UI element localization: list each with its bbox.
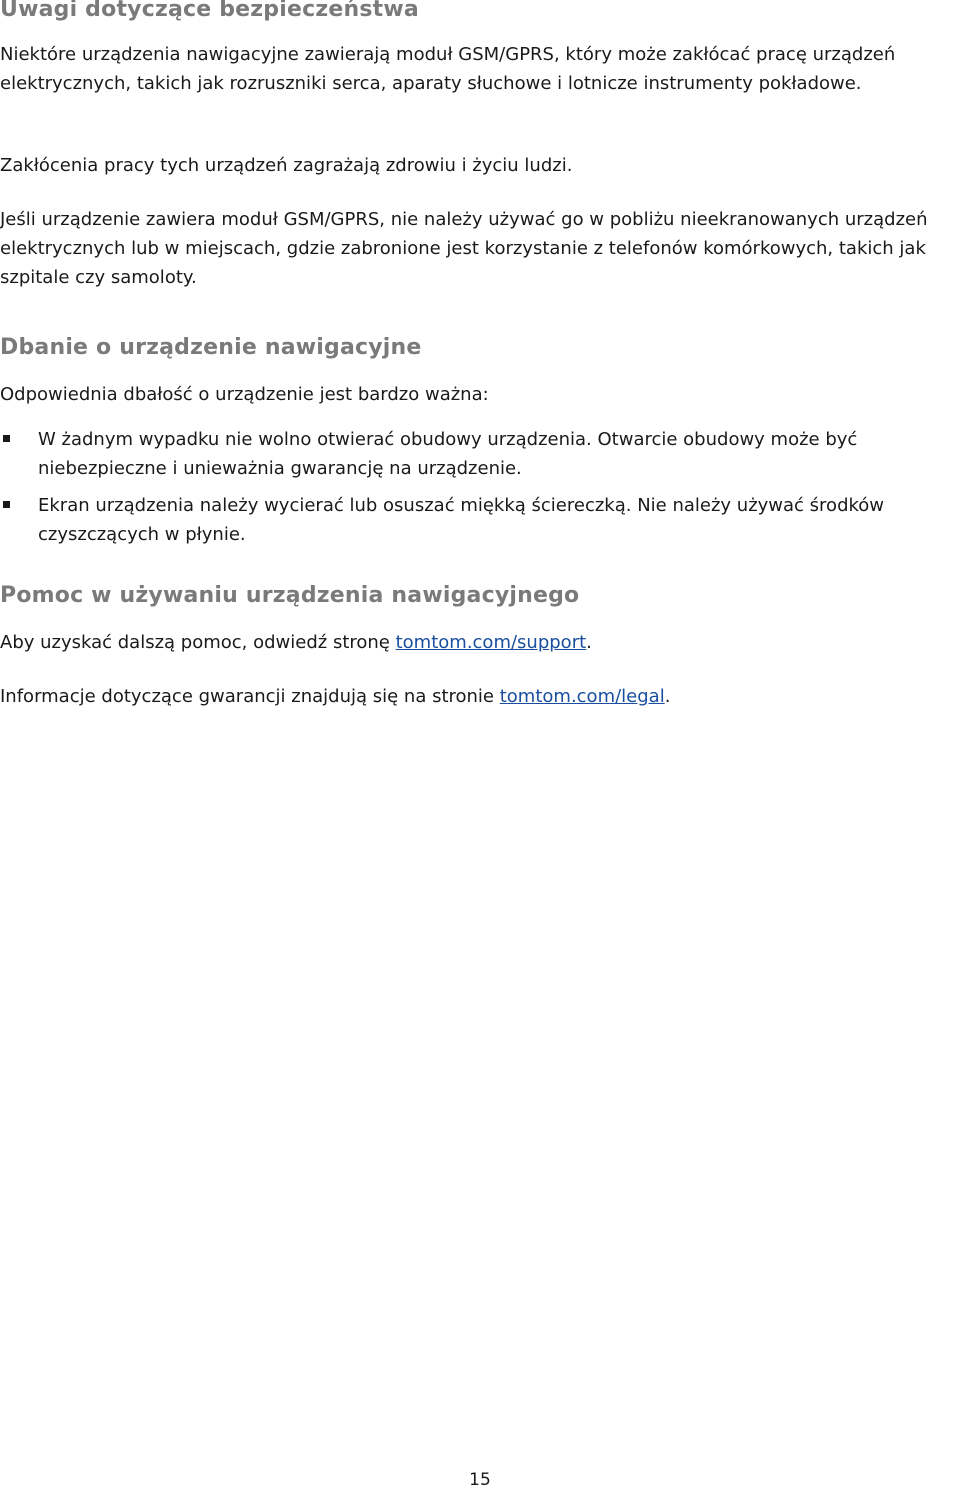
square-bullet-icon	[3, 435, 10, 442]
section-heading-device-care: Dbanie o urządzenie nawigacyjne	[0, 335, 422, 360]
support-text: Aby uzyskać dalszą pomoc, odwiedź stronę	[0, 632, 396, 653]
support-link[interactable]: tomtom.com/support	[395, 632, 587, 653]
support-suffix: .	[586, 632, 592, 653]
paragraph-restricted-areas: Jeśli urządzenie zawiera moduł GSM/GPRS, nie należy używać go w pobliżu nieekranowanych urządzeń elektrycznych lub w miejscach, gdzie zabronione jest korzystanie z telefonów komórkowych, takich jak szpitale czy samoloty.	[0, 209, 928, 288]
list-item	[0, 425, 960, 483]
paragraph-health-risk: Zakłócenia pracy tych urządzeń zagrażają zdrowiu i życiu ludzi.	[0, 155, 573, 176]
paragraph-care-intro: Odpowiednia dbałość o urządzenie jest bardzo ważna:	[0, 384, 489, 405]
paragraph-support	[0, 628, 960, 657]
section-heading-help: Pomoc w używaniu urządzenia nawigacyjnego	[0, 583, 580, 608]
care-bullet-list	[0, 425, 960, 557]
legal-text: Informacje dotyczące gwarancji znajdują się na stronie	[0, 686, 500, 707]
page-number: 15	[469, 1470, 491, 1490]
paragraph-gsm-interference: Niektóre urządzenia nawigacyjne zawierają moduł GSM/GPRS, który może zakłócać pracę urządzeń elektrycznych, takich jak rozruszniki serca, aparaty słuchowe i lotnicze instrumenty pokładowe.	[0, 44, 896, 94]
legal-suffix: .	[664, 686, 671, 707]
square-bullet-icon	[3, 501, 10, 508]
list-item-text: W żadnym wypadku nie wolno otwierać obudowy urządzenia. Otwarcie obudowy może być niebezpieczne i unieważnia gwarancję na urządzenie.	[38, 429, 858, 479]
section-heading-safety: Uwagi dotyczące bezpieczeństwa	[0, 0, 419, 22]
list-item-text: Ekran urządzenia należy wycierać lub osuszać miękką ściereczką. Nie należy używać środków czyszczących w płynie.	[38, 495, 885, 545]
paragraph-legal	[0, 682, 960, 711]
list-item	[0, 491, 960, 549]
legal-link[interactable]: tomtom.com/legal	[499, 686, 665, 707]
